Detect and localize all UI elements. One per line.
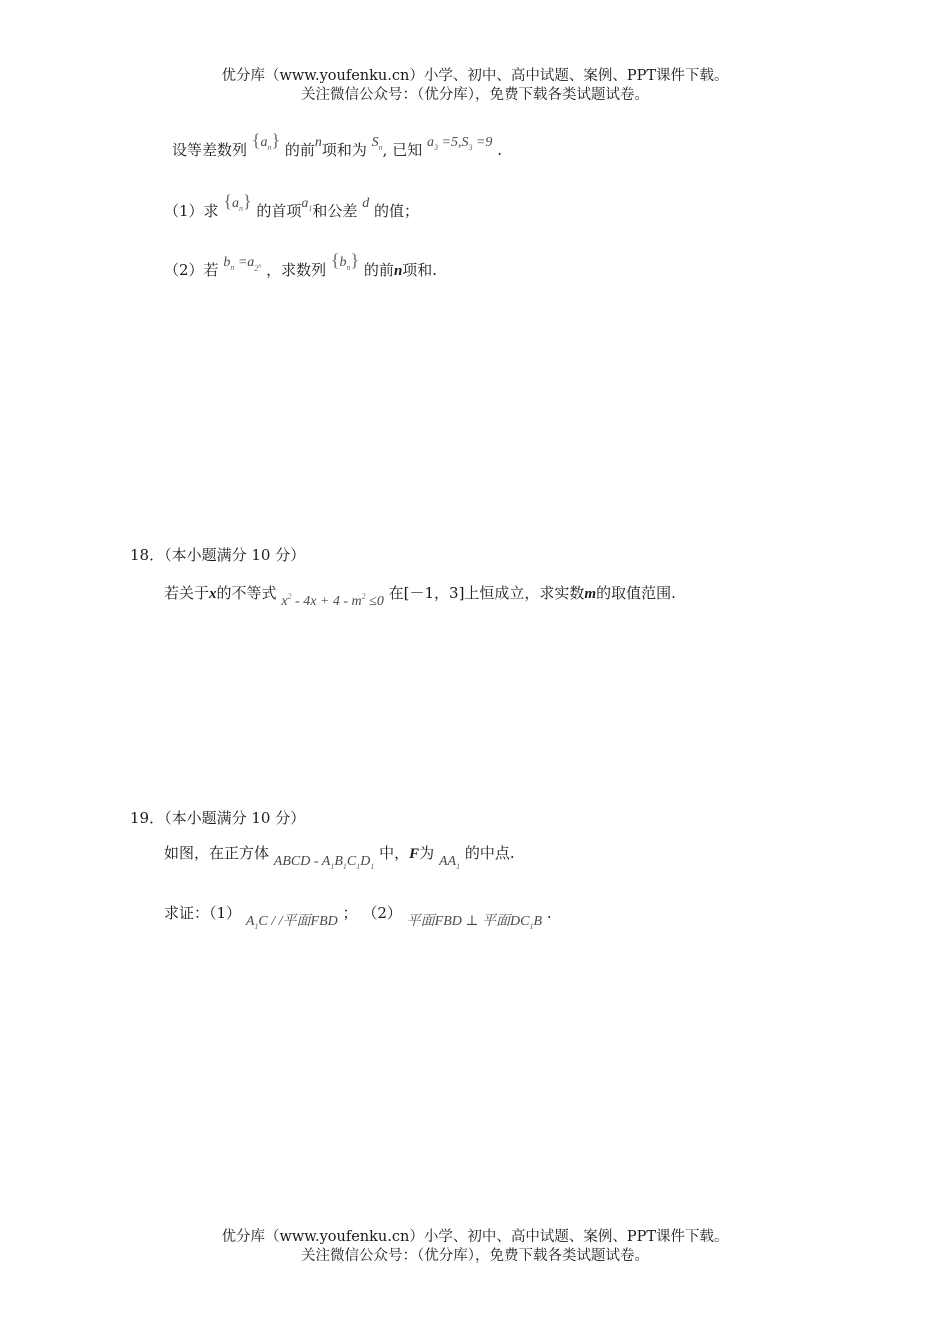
q19-title: 19．（本小题满分 10 分） xyxy=(130,809,306,827)
header-line-2: 关注微信公众号：（优分库），免费下载各类试题试卷。 xyxy=(301,87,649,103)
header-line-1: 优分库（www.youfenku.cn）小学、初中、高中试题、案例、PPT课件下载。 xyxy=(221,68,729,84)
q19-proof-2: 平面FBD ⊥ 平面$DC_1B$ xyxy=(406,914,543,931)
q19-proof-1: $A_1C$ / /平面FBD xyxy=(245,914,338,931)
q17-part1: （1）求 $\{a_n\}$ 的首项$a_1$和公差 d 的值； xyxy=(164,191,419,220)
q18-inequality: $x^2 - 4x + 4 - m^2 \le 0$ xyxy=(281,592,384,609)
q18-title: 18．（本小题满分 10 分） xyxy=(130,546,306,564)
q19-text: 如图，在正方体 ABCD - $A_1B_1C_1D_1$ 中，F为 $AA_1$ 的中点. xyxy=(164,844,515,871)
q18-text: 若关于x的不等式 $x^2 - 4x + 4 - m^2 \le 0$ 在[－1，3]上恒成立，求实数m的取值范围. xyxy=(164,584,676,609)
q19-proof: 求证：（1） $A_1C$ / /平面FBD ； （2） 平面FBD ⊥ 平面$DC_1B$ . xyxy=(164,904,552,931)
footer-line-1: 优分库（www.youfenku.cn）小学、初中、高中试题、案例、PPT课件下载。 xyxy=(221,1229,729,1245)
q17-part2: （2）若 $b_n =a_{2^n}$ ，求数列 $\{b_n\}$ 的前n项和. xyxy=(164,250,438,279)
q17-condition: $a_3 =5,S_3 =9$ xyxy=(427,135,493,152)
footer-line-2: 关注微信公众号：（优分库），免费下载各类试题试卷。 xyxy=(301,1248,649,1264)
seq-a-n: $\{a_n\}$ xyxy=(251,130,281,152)
q19-cube: ABCD - $A_1B_1C_1D_1$ xyxy=(273,854,375,871)
q17-intro: 设等差数列 $\{a_n\}$ 的前n项和为 $S_n$, 已知 $a_3 =5,S_3 =9$ . xyxy=(172,130,502,159)
